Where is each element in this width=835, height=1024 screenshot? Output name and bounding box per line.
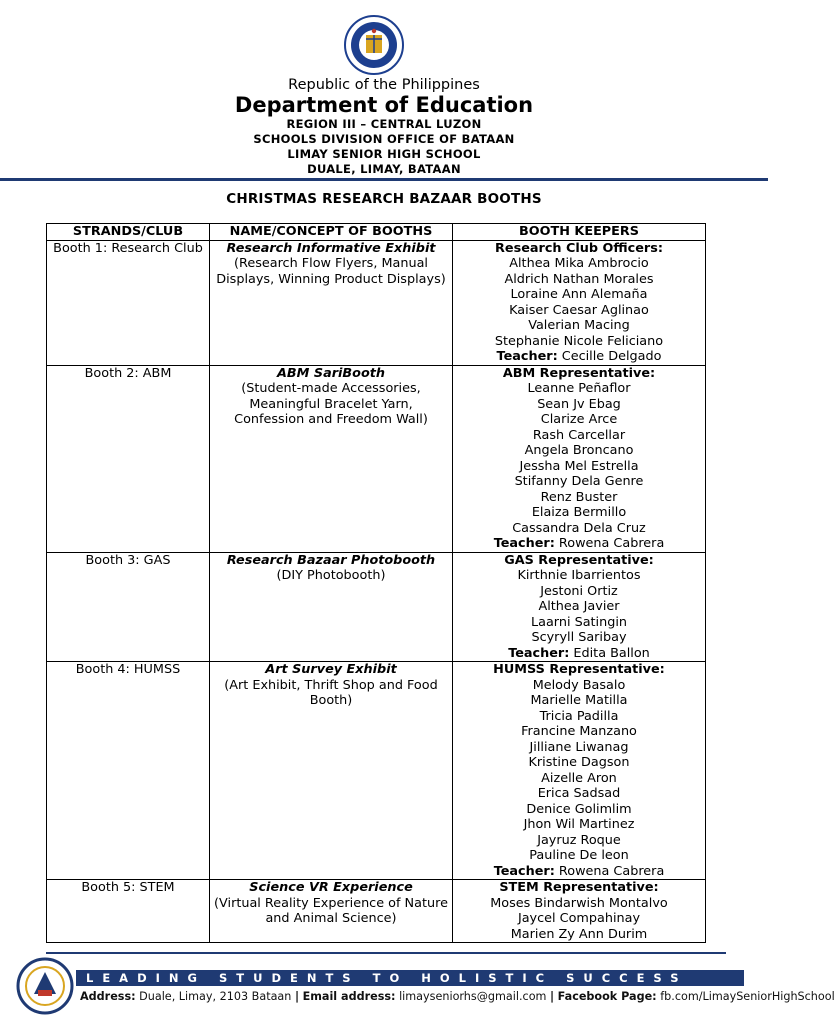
school-name: LIMAY SENIOR HIGH SCHOOL [287, 147, 481, 161]
booth-keeper-name: Jessha Mel Estrella [519, 458, 639, 474]
booth-keeper-name: Denice Golimlim [526, 801, 632, 817]
booth-keeper-name: Kaiser Caesar Aglinao [509, 302, 649, 318]
booth-keeper-name: Scyryll Saribay [531, 630, 627, 645]
teacher-name: Cecille Delgado [561, 349, 662, 364]
teacher-name: Rowena Cabrera [558, 863, 665, 879]
booth-keeper-name: Tricia Padilla [539, 708, 619, 724]
booth-keeper-name: Loraine Ann Alemaña [510, 287, 648, 302]
booth-keeper-name: Jilliane Liwanag [529, 739, 629, 755]
booth-concept-name: Science VR Experience [249, 880, 413, 895]
concept-cell [210, 365, 453, 552]
booth-keeper-name: Stifanny Dela Genre [514, 474, 644, 489]
booth-keeper-name: Leanne Peñaflor [527, 381, 631, 396]
booth-keeper-name: Marielle Matilla [530, 693, 628, 708]
separator: | [550, 990, 555, 1003]
footer-facebook: fb.com/LimaySeniorHighSchool [660, 990, 835, 1003]
teacher-line [456, 536, 702, 552]
booth-keeper-name: Jayruz Roque [537, 832, 621, 848]
table-row [47, 365, 706, 552]
booth-concept-description: (Student-made Accessories, Meaningful Bracelet Yarn, Confession and Freedom Wall) [234, 381, 428, 427]
booth-keeper-name: Marien Zy Ann Durim [510, 926, 648, 942]
keepers-heading: STEM Representative: [499, 880, 659, 895]
header-keepers: BOOTH KEEPERS [453, 224, 706, 241]
republic-line: Republic of the Philippines [288, 77, 480, 93]
booth-keeper-name: Cassandra Dela Cruz [512, 520, 646, 536]
booth-keeper-name: Sean Jv Ebag [537, 396, 621, 412]
booth-keeper-name: Kirthnie Ibarrientos [517, 568, 641, 583]
table-row [47, 880, 706, 943]
strand-cell: Booth 5: STEM [47, 880, 210, 943]
separator: | [294, 990, 300, 1003]
teacher-name: Edita Ballon [573, 645, 650, 661]
table-row [47, 240, 706, 365]
table-header-row [47, 224, 706, 241]
division-line: SCHOOLS DIVISION OFFICE OF BATAAN [253, 132, 515, 146]
teacher-line [456, 349, 702, 365]
footer-contact [80, 990, 835, 1003]
region-line: REGION III – CENTRAL LUZON [286, 117, 482, 131]
booth-keeper-name: Erica Sadsad [537, 786, 621, 801]
department-name: Department of Education [234, 93, 534, 117]
table-row [47, 552, 706, 662]
footer-divider [46, 952, 726, 954]
teacher-line [456, 646, 702, 662]
school-tagline: LEADING STUDENTS TO HOLISTIC SUCCESS [76, 970, 744, 986]
strand-cell: Booth 4: HUMSS [47, 662, 210, 880]
booth-concept-description: (Research Flow Flyers, Manual Displays, Winning Product Displays) [216, 256, 446, 287]
booth-keeper-name: Aldrich Nathan Morales [504, 271, 654, 287]
keepers-cell [453, 552, 706, 662]
keepers-heading: HUMSS Representative: [493, 662, 665, 677]
teacher-label: Teacher: [493, 536, 555, 551]
deped-seal [336, 15, 412, 75]
booth-keeper-name: Valerian Macing [528, 318, 630, 333]
keepers-cell [453, 662, 706, 880]
booth-concept-name: ABM SariBooth [277, 365, 385, 381]
teacher-name: Rowena Cabrera [558, 536, 665, 551]
booth-concept-name: Art Survey Exhibit [265, 662, 397, 677]
facebook-label: Facebook Page: [557, 990, 657, 1003]
teacher-line [456, 864, 702, 880]
booth-keeper-name: Francine Manzano [521, 724, 637, 739]
booth-keeper-name: Renz Buster [540, 489, 618, 505]
booth-concept-description: (Art Exhibit, Thrift Shop and Food Booth) [224, 677, 438, 708]
booth-concept-name: Research Bazaar Photobooth [226, 552, 436, 568]
header-strands: STRANDS/CLUB [47, 224, 210, 241]
booth-keeper-name: Aizelle Aron [541, 770, 617, 786]
booth-concept-description: (DIY Photobooth) [276, 568, 386, 583]
booth-keeper-name: Pauline De leon [529, 848, 629, 863]
keepers-heading: GAS Representative: [504, 552, 654, 568]
booth-keeper-name: Jaycel Compahinay [517, 911, 641, 926]
booth-keeper-name: Althea Javier [538, 599, 620, 614]
booths-table [46, 223, 706, 943]
booth-keeper-name: Elaiza Bermillo [531, 505, 627, 520]
address-label: Address: [80, 990, 136, 1003]
keepers-cell [453, 880, 706, 943]
footer-email: limayseniorhs@gmail.com [399, 990, 547, 1003]
header-concept: NAME/CONCEPT OF BOOTHS [210, 224, 453, 241]
concept-cell [210, 880, 453, 943]
school-address: DUALE, LIMAY, BATAAN [307, 162, 461, 176]
booth-keeper-name: Laarni Satingin [530, 614, 628, 630]
strand-cell: Booth 1: Research Club [47, 240, 210, 365]
booth-keeper-name: Clarize Arce [540, 412, 618, 427]
booth-concept-name: Research Informative Exhibit [226, 240, 436, 256]
email-label: Email address: [302, 990, 396, 1003]
teacher-label: Teacher: [508, 645, 570, 661]
table-row [47, 662, 706, 880]
booth-keeper-name: Angela Broncano [524, 443, 634, 458]
concept-cell [210, 662, 453, 880]
header-divider [0, 178, 768, 181]
keepers-heading: Research Club Officers: [495, 240, 663, 256]
document-title: CHRISTMAS RESEARCH BAZAAR BOOTHS [226, 191, 542, 207]
booth-keeper-name: Moses Bindarwish Montalvo [490, 895, 668, 911]
booth-keeper-name: Melody Basalo [532, 677, 626, 693]
booth-keeper-name: Kristine Dagson [528, 755, 630, 770]
teacher-label: Teacher: [496, 349, 558, 364]
strand-cell: Booth 3: GAS [47, 552, 210, 662]
teacher-label: Teacher: [493, 863, 555, 879]
booth-keeper-name: Althea Mika Ambrocio [509, 256, 649, 271]
concept-cell [210, 240, 453, 365]
keepers-cell [453, 365, 706, 552]
booth-keeper-name: Rash Carcellar [532, 427, 626, 443]
concept-cell [210, 552, 453, 662]
booth-concept-description: (Virtual Reality Experience of Nature and Animal Science) [214, 895, 448, 926]
school-logo [12, 956, 78, 1016]
strand-cell: Booth 2: ABM [47, 365, 210, 552]
keepers-cell [453, 240, 706, 365]
keepers-heading: ABM Representative: [502, 365, 656, 381]
booth-keeper-name: Jhon Wil Martinez [523, 817, 635, 832]
footer-address: Duale, Limay, 2103 Bataan [139, 990, 292, 1003]
booth-keeper-name: Stephanie Nicole Feliciano [494, 333, 664, 349]
booth-keeper-name: Jestoni Ortiz [540, 583, 618, 599]
